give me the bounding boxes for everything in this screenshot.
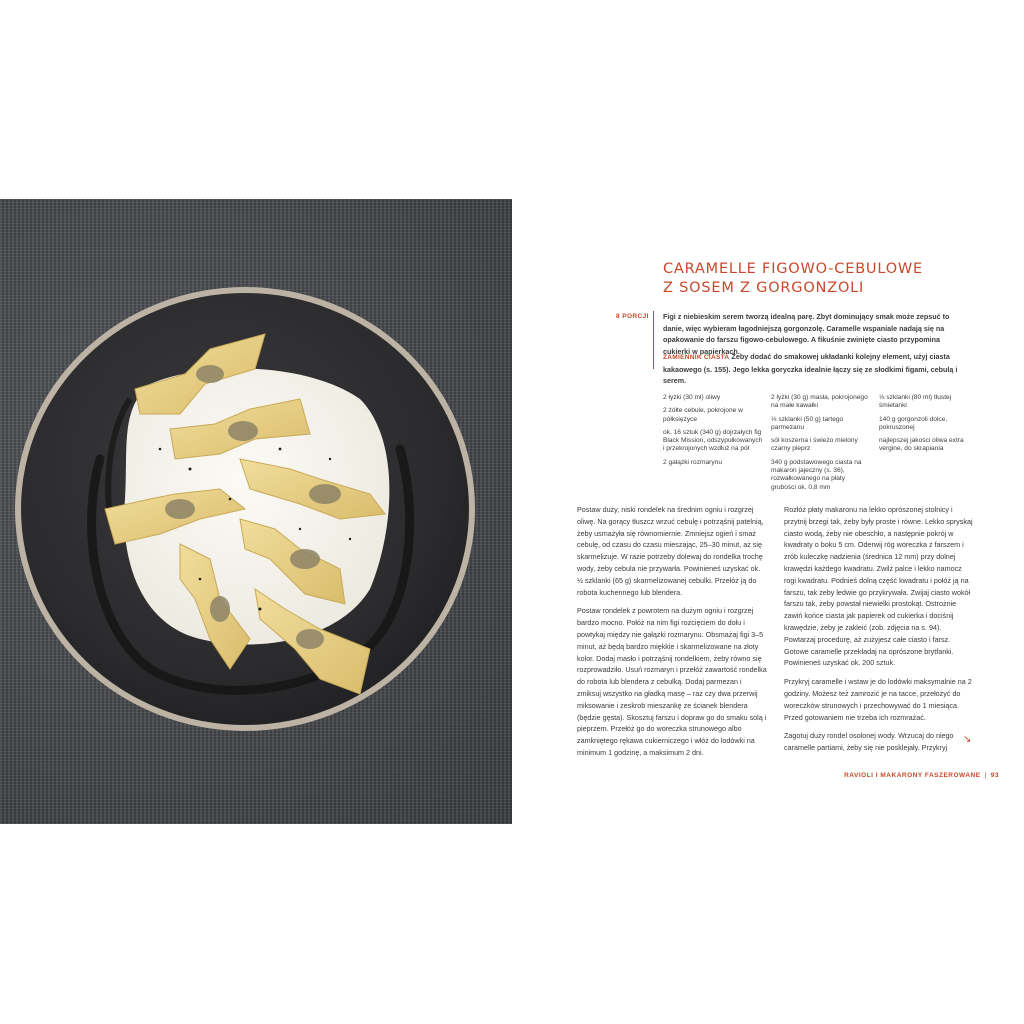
ingredients-column-2 [771,394,871,497]
recipe-intro: Figi z niebieskim serem tworzą idealną parę. Zbyt dominujący smak może zepsuć to danie, więc wybieram łagodniejszą gorgonzolę. Caramelle wspaniale nadają się na opakowanie do farszu figowo-cebulowego. A fikuśnie zwinięte ciasto przypomina cukierki w papierkach. [663,312,950,356]
method-paragraph: Przykryj caramelle i wstaw je do lodówki maksymalnie na 2 godziny. Możesz też zamrozić je na tacce, przełożyć do woreczków strunowych i przechowywać do 1 miesiąca. Przed gotowaniem nie trzeba ich rozmrażać. [784,677,972,722]
recipe-title-line2: Z SOSEM Z GORGONZOLI [663,280,865,296]
method-column-1 [577,504,767,766]
footer-separator: | [984,772,987,779]
method-column-2 [784,504,974,761]
ingredient-item: 2 łyżki (30 ml) oliwy [663,394,721,401]
page-number: 93 [990,772,999,779]
continue-arrow-icon: ↘ [963,734,972,745]
method-paragraph: Zagotuj duży rondel osolonej wody. Wrzucaj do niego caramelle partiami, żeby się nie posklejały. Przykryj [784,731,954,753]
ingredients-column-3 [879,394,974,459]
recipe-title-line1: CARAMELLE FIGOWO-CEBULOWE [663,261,924,277]
recipe-page [512,199,1024,824]
page-footer [844,772,999,779]
ingredient-item: 140 g gorgonzoli dolce, pokruszonej [879,415,948,431]
plated-pasta-illustration [0,199,512,824]
substitute-note [663,351,969,387]
substitute-label: ZAMIENNIK CIASTA [663,354,730,361]
method-paragraph: Postaw duży, niski rondelek na średnim ogniu i rozgrzej oliwę. Na gorący tłuszcz wrzuć cebulę i potrząśnij patelnią, żeby usmażyła się równomiernie. Zmniejsz ogień i smaż cebulę, od czasu do czasu mieszając, 25–30 minut, aż się skarmelizuje. W razie potrzeby dolewaj do rondelka trochę wody, żeby cebula nie przywarła. Powinieneś uzyskać ok. ½ szklanki (65 g) skarmelizowanej cebulki. Przełóż ją do robota kuchennego lub blendera. [577,505,764,597]
ingredient-item: sól koszerna i świeżo mielony czarny pieprz [771,437,858,453]
dish-photo [0,199,512,824]
method-paragraph: Rozłóż płaty makaronu na lekko oprószonej stolnicy i przytnij brzegi tak, żeby były proste i równe. Lekko spryskaj ciasto wodą, żeby nie obeschło, a następnie pokrój w kwadraty o boku 5 cm. Oderwij róg woreczka z farszem i zrób kuleczkę nadzienia (średnica 12 mm) przy dolnej krawędzi każdego kwadratu. Zwilż palce i lekko namocz rogi kwadratu. Podnieś dolną część kwadratu i połóż ją na farszu, tak żeby ledwie go przykrywała. Zwijaj ciasto wokół farszu tak, żeby powstał niewielki prostokąt. Ostrożnie zawiń końce ciasta jak papierek od cukierka i dociśnij krawędzie, żeby je zakleić (zob. zdjęcia na s. 94). Powtarzaj procedurę, aż zużyjesz całe ciasto i farsz. Gotowe caramelle przekładaj na oprószone brytfanki. Powinieneś uzyskać ok. 200 sztuk. [784,505,973,668]
accent-divider [653,311,654,369]
servings-label: 8 PORCJI [616,313,649,320]
footer-section: RAVIOLI I MAKARONY FASZEROWANE [844,772,981,779]
recipe-title [663,260,993,298]
ingredient-item: 340 g podstawowego ciasta na makaron jajeczny (s. 36), rozwałkowanego na płaty grubości ok. 0,8 mm [771,458,862,491]
ingredient-item: ok. 16 sztuk (340 g) dojrzałych fig Black Mission, odszypułkowanych i przekrojonych wzdłuż na pół [663,428,763,453]
method-paragraph: Postaw rondelek z powrotem na dużym ogniu i rozgrzej bardzo mocno. Połóż na nim figi rozcięciem do dołu i powtykaj między nie gałązki rozmarynu. Obsmażaj figi 3–5 minut, aż będą bardzo miękkie i skarmelizowane na złoty kolor. Dodaj masło i potrząśnij rondelkiem, żeby równo się rozprowadziło. Usuń rozmaryn i przełóż zawartość rondelka do robota lub blendera z cebulką. Dodaj parmezan i zmiksuj wszystko na gładką masę – raz czy dwa przerwij miksowanie i zeskrob mieszankę ze ścianek blendera (będzie gęsta). Skosztuj farszu i dopraw go do smaku solą i pieprzem. Przełóż go do woreczka strunowego albo zamkniętego rękawa cukierniczego i włóż do lodówki na minimum 1 godzinę, a maksimum 2 dni. [577,606,767,757]
ingredient-item: 2 żółte cebule, pokrojone w półksiężyce [663,407,743,423]
ingredient-item: najlepszej jakości oliwa extra vergine, do skrapiania [879,437,964,453]
ingredient-item: ⅓ szklanki (80 ml) tłustej śmietanki [879,394,952,410]
ingredient-item: 2 łyżki (30 g) masła, pokrojonego na małe kawałki [771,394,868,410]
book-spread [0,199,1024,824]
ingredient-item: ⅓ szklanki (50 g) tartego parmezanu [771,415,844,431]
ingredients-column-1 [663,394,763,472]
substitute-text: Żeby dodać do smakowej układanki kolejny element, użyj ciasta kakaowego (s. 155). Jego lekka goryczka idealnie łączy się ze słodkimi figami, cebulą i serem. [663,352,958,386]
ingredient-item: 2 gałązki rozmarynu [663,458,723,466]
